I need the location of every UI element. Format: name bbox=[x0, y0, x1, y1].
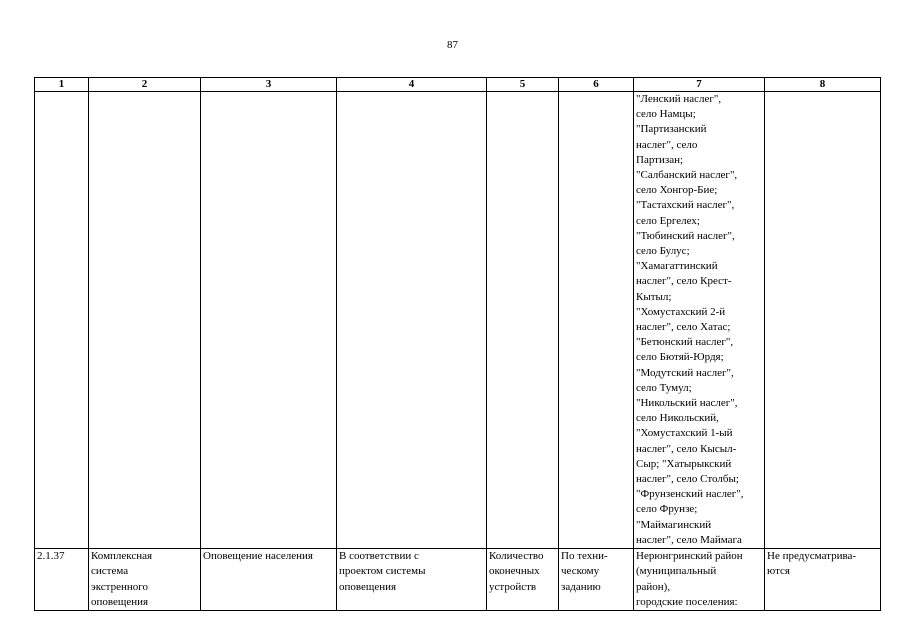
cell-line: система bbox=[91, 565, 129, 578]
header-col-2: 2 bbox=[89, 78, 201, 92]
cell-line: наслег", село Столбы; bbox=[636, 473, 739, 486]
cell-line: Количество bbox=[489, 550, 544, 563]
cell-line: район), bbox=[636, 580, 671, 593]
header-col-7: 7 bbox=[634, 78, 765, 92]
cell-line: В соответствии с bbox=[339, 550, 419, 563]
cell-line: село Фрунзе; bbox=[636, 503, 698, 516]
cell-characteristics bbox=[487, 549, 559, 611]
cell-line: наслег", село Крест- bbox=[636, 275, 732, 288]
cell-empty-8 bbox=[765, 92, 881, 549]
page-number: 87 bbox=[447, 39, 458, 51]
cell-empty-5 bbox=[487, 92, 559, 549]
cell-line: наслег", село Хатас; bbox=[636, 321, 731, 334]
cell-line: "Модутский наслег", bbox=[636, 366, 734, 379]
cell-line: "Тастахский наслег", bbox=[636, 199, 735, 212]
cell-line: ются bbox=[767, 565, 790, 578]
header-col-3: 3 bbox=[201, 78, 337, 92]
cell-line: Нерюнгринский район bbox=[636, 550, 743, 563]
cell-line: "Тюбинский наслег", bbox=[636, 229, 735, 242]
header-row bbox=[35, 78, 881, 92]
cell-empty-6 bbox=[559, 92, 634, 549]
cell-line: село Ергелех; bbox=[636, 214, 700, 227]
cell-number: 2.1.37 bbox=[35, 549, 89, 611]
cell-line: "Ленский наслег", bbox=[636, 93, 722, 105]
cell-line: село Бютяй-Юрдя; bbox=[636, 351, 724, 364]
cell-line: устройств bbox=[489, 580, 537, 593]
cell-basis bbox=[337, 549, 487, 611]
cell-line: "Маймагинский bbox=[636, 518, 712, 531]
cell-line: наслег", село Кысыл- bbox=[636, 442, 737, 455]
cell-empty-1 bbox=[35, 92, 89, 549]
cell-line: проектом системы bbox=[339, 565, 426, 578]
cell-line: село Хонгор-Бие; bbox=[636, 184, 718, 197]
cell-parameter bbox=[559, 549, 634, 611]
header-col-4: 4 bbox=[337, 78, 487, 92]
cell-line: "Хамагаттинский bbox=[636, 260, 718, 273]
cell-settlements-list bbox=[634, 92, 765, 549]
cell-line: наслег", село Маймага bbox=[636, 533, 742, 546]
header-col-8: 8 bbox=[765, 78, 881, 92]
cell-line: экстренного bbox=[91, 580, 149, 593]
cell-line: "Салбанский наслег", bbox=[636, 169, 738, 182]
cell-line: село Тумул; bbox=[636, 381, 692, 394]
cell-line: село Булус; bbox=[636, 245, 690, 258]
cell-line: "Бетюнский наслег", bbox=[636, 336, 734, 349]
cell-line: Партизан; bbox=[636, 153, 684, 166]
header-col-1: 1 bbox=[35, 78, 89, 92]
infrastructure-table bbox=[34, 77, 881, 611]
cell-line: "Хомустахский 1-ый bbox=[636, 427, 733, 440]
table-row bbox=[35, 549, 881, 611]
cell-empty-3 bbox=[201, 92, 337, 549]
cell-zones bbox=[765, 549, 881, 611]
cell-purpose: Оповещение населения bbox=[201, 549, 337, 611]
cell-line: "Фрунзенский наслег", bbox=[636, 488, 744, 501]
header-col-5: 5 bbox=[487, 78, 559, 92]
cell-empty-2 bbox=[89, 92, 201, 549]
cell-line: (муниципальный bbox=[636, 565, 717, 578]
cell-line: Комплексная bbox=[91, 550, 153, 563]
cell-line: "Никольский наслег", bbox=[636, 397, 738, 410]
cell-line: Не предусматрива- bbox=[767, 550, 857, 563]
cell-location bbox=[634, 549, 765, 611]
cell-line: оконечных bbox=[489, 565, 540, 578]
cell-line: городские поселения: bbox=[636, 595, 738, 608]
cell-line: оповещения bbox=[339, 580, 397, 593]
continuation-row bbox=[35, 92, 881, 549]
cell-line: По техни- bbox=[561, 550, 608, 563]
cell-line: "Партизанский bbox=[636, 123, 707, 136]
cell-line: Кытыл; bbox=[636, 290, 672, 303]
header-col-6: 6 bbox=[559, 78, 634, 92]
cell-line: оповещения bbox=[91, 595, 149, 608]
cell-name bbox=[89, 549, 201, 611]
cell-line: Сыр; "Хатырыкский bbox=[636, 457, 732, 470]
cell-line: село Никольский, bbox=[636, 412, 719, 425]
cell-line: "Хомустахский 2-й bbox=[636, 305, 726, 318]
cell-empty-4 bbox=[337, 92, 487, 549]
cell-line: наслег", село bbox=[636, 138, 698, 151]
cell-line: заданию bbox=[561, 580, 601, 593]
cell-line: село Намцы; bbox=[636, 108, 696, 121]
cell-line: ческому bbox=[561, 565, 600, 578]
